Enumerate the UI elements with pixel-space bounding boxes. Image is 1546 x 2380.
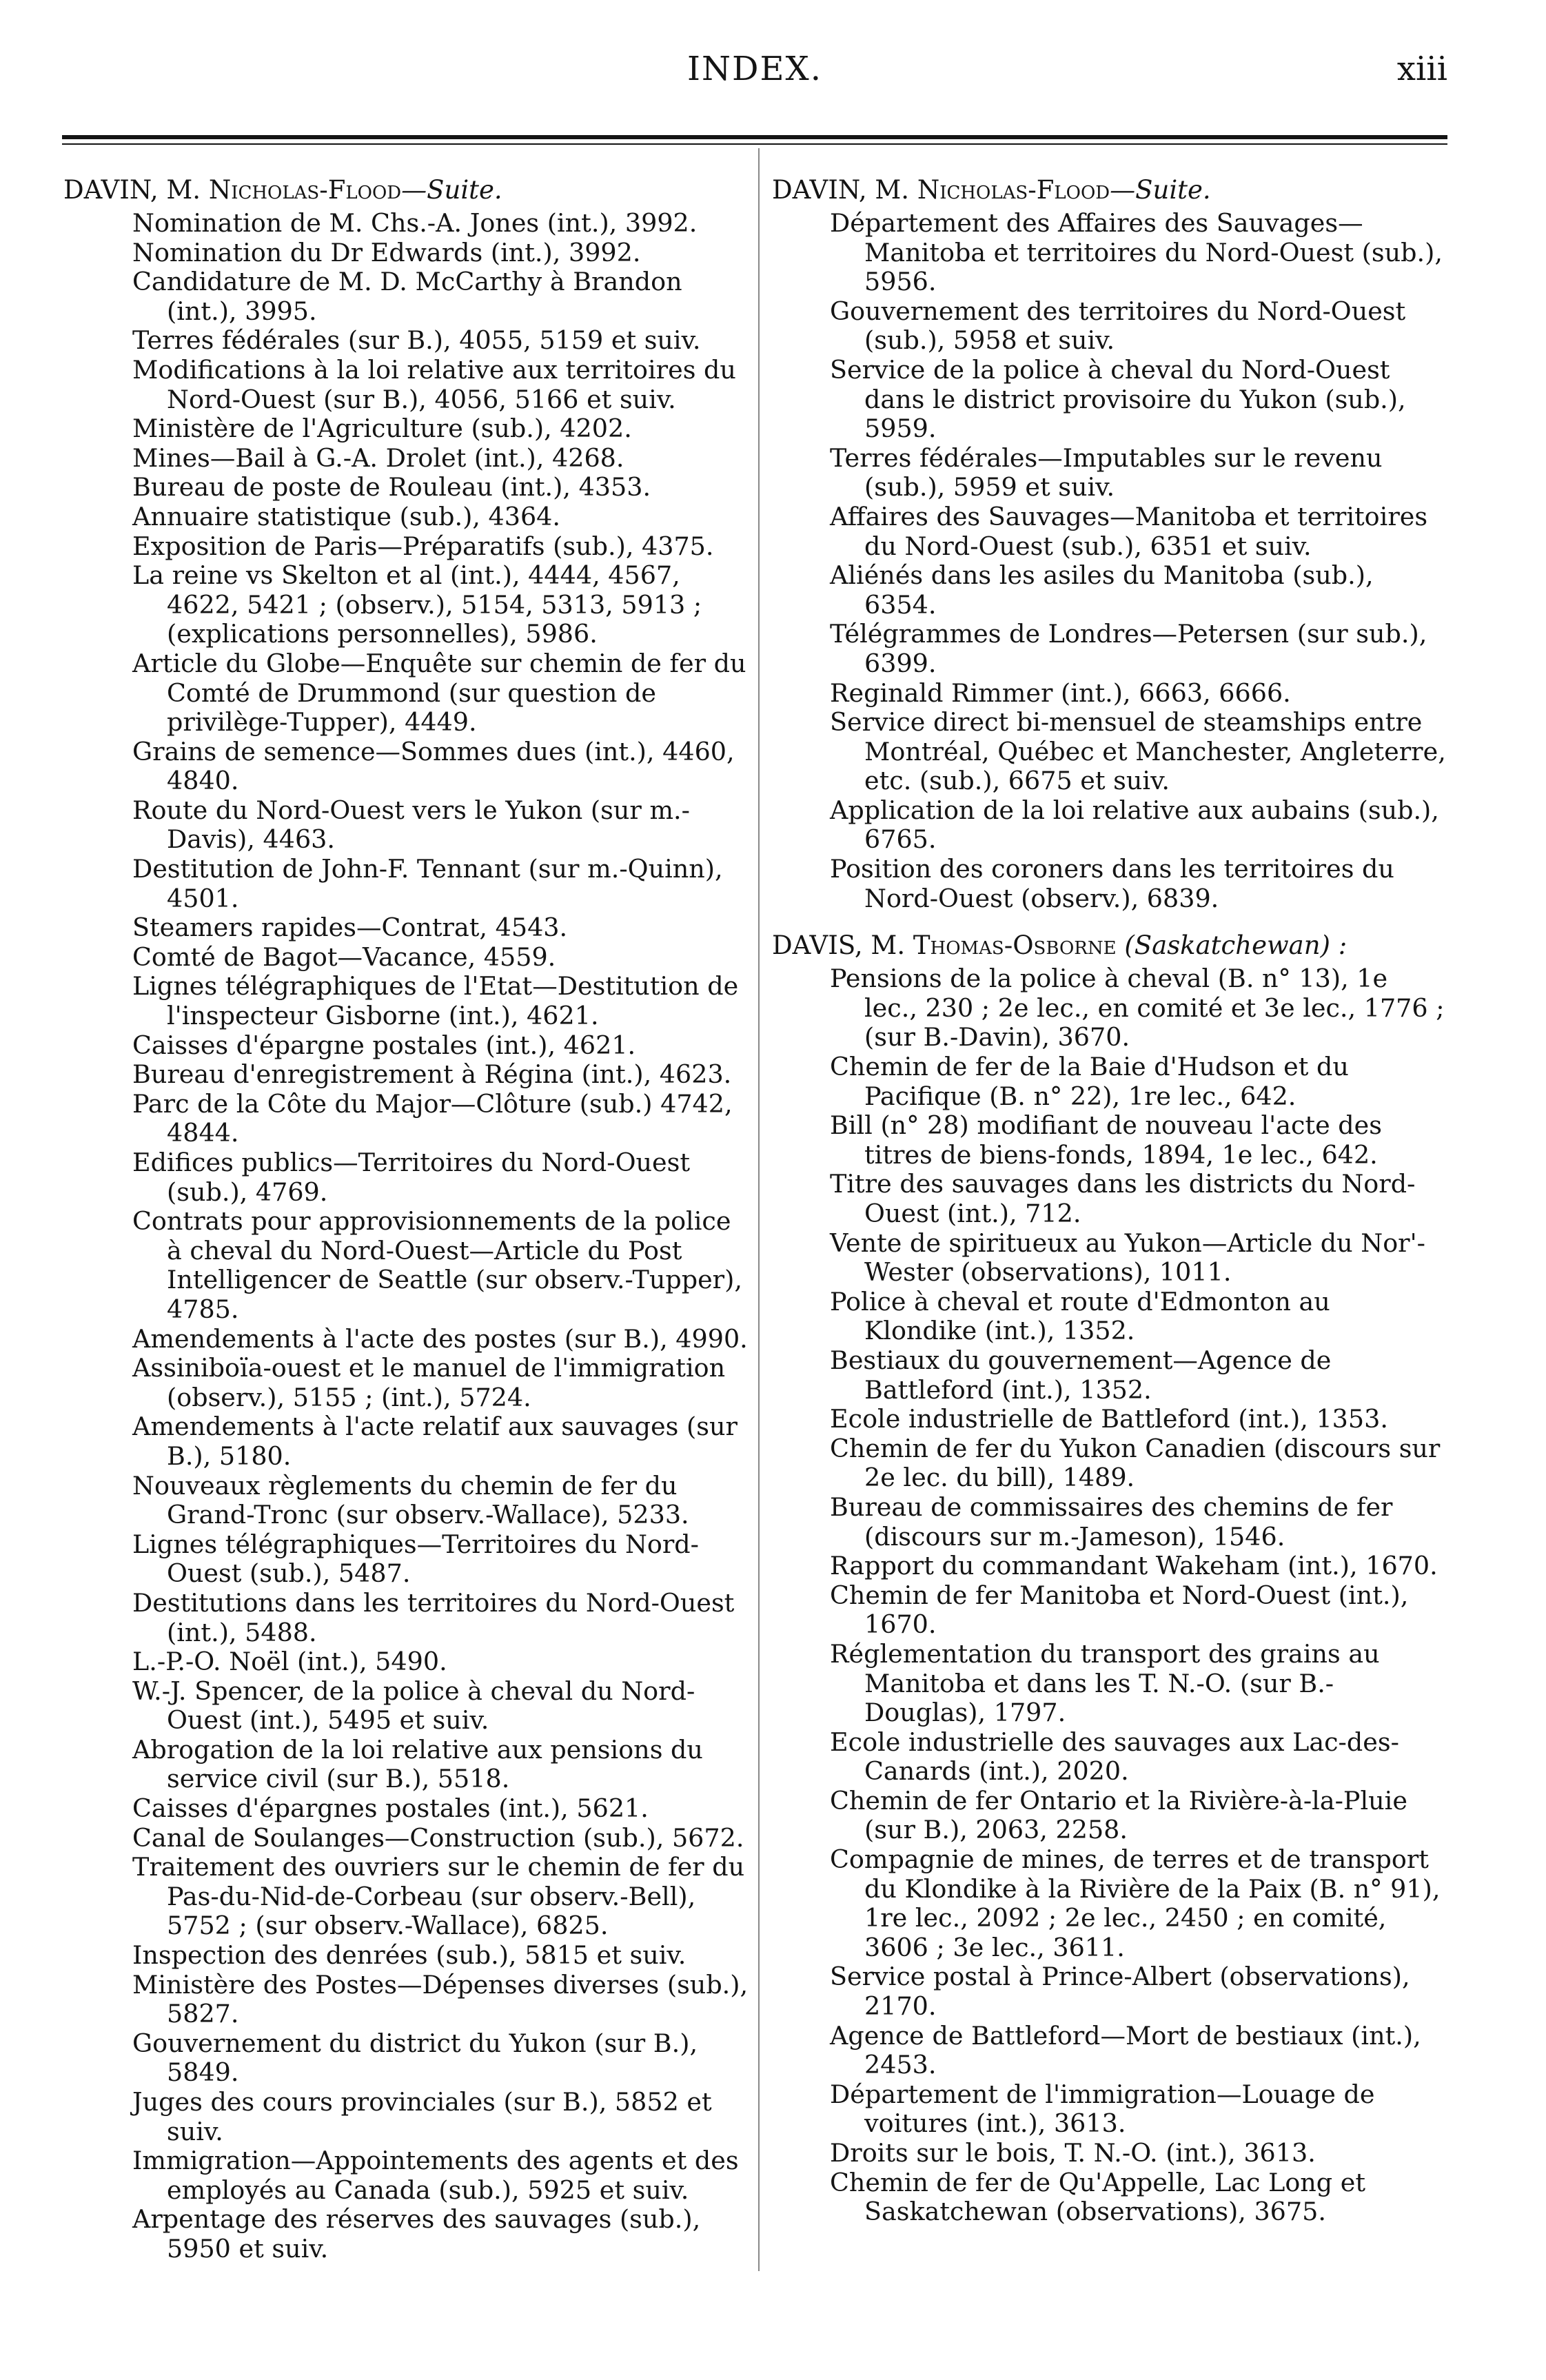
index-entry: Agence de Battleford—Mort de bestiaux (int.), 2453. <box>830 2020 1421 2080</box>
index-entry: Rapport du commandant Wakeham (int.), 1670. <box>830 1551 1438 1581</box>
index-entry: Assiniboïa-ouest et le manuel de l'immigration (observ.), 5155 ; (int.), 5724. <box>132 1353 726 1412</box>
index-entry: Affaires des Sauvages—Manitoba et territoires du Nord-Ouest (sub.), 6351 et suiv. <box>830 501 1428 561</box>
index-entry: Droits sur le bois, T. N.-O. (int.), 3613. <box>830 2138 1316 2168</box>
index-entry: Nomination de M. Chs.-A. Jones (int.), 3992. <box>132 208 698 238</box>
index-entry: Steamers rapides—Contrat, 4543. <box>132 913 568 943</box>
column-divider <box>758 148 760 2271</box>
index-entry: Bestiaux du gouvernement—Agence de Battleford (int.), 1352. <box>830 1345 1332 1405</box>
index-entry: Route du Nord-Ouest vers le Yukon (sur m.-Davis), 4463. <box>132 795 690 855</box>
index-entry: Service postal à Prince-Albert (observations), 2170. <box>830 1962 1410 2022</box>
heading-name: DAVIN, M. <box>772 175 917 205</box>
index-entry: Reginald Rimmer (int.), 6663, 6666. <box>830 678 1291 708</box>
left-column <box>63 176 753 2264</box>
index-entry: Caisses d'épargnes postales (int.), 5621. <box>132 1793 649 1824</box>
index-entry: Police à cheval et route d'Edmonton au Klondike (int.), 1352. <box>830 1286 1330 1346</box>
index-entry: Chemin de fer de Qu'Appelle, Lac Long et Saskatchewan (observations), 3675. <box>830 2167 1366 2227</box>
heading-forenames: Nicholas-Flood <box>208 175 402 205</box>
header-rule-thick <box>62 135 1447 139</box>
index-heading <box>772 176 1447 205</box>
index-entry: La reine vs Skelton et al (int.), 4444, 4567, 4622, 5421 ; (observ.), 5154, 5313, 5913 ; (explications personnelles), 5986. <box>132 560 702 649</box>
index-entry: Application de la loi relative aux aubains (sub.), 6765. <box>830 795 1439 855</box>
index-entry: Arpentage des réserves des sauvages (sub.), 5950 et suiv. <box>132 2204 701 2264</box>
header-rule-thin <box>62 143 1447 145</box>
heading-name: DAVIN, M. <box>63 175 209 205</box>
index-entry: Position des coroners dans les territoires du Nord-Ouest (observ.), 6839. <box>830 854 1394 913</box>
index-entry: Chemin de fer du Yukon Canadien (discours sur 2e lec. du bill), 1489. <box>830 1433 1441 1493</box>
index-entry: Mines—Bail à G.-A. Drolet (int.), 4268. <box>132 443 624 473</box>
index-entry: Lignes télégraphiques—Territoires du Nord-Ouest (sub.), 5487. <box>132 1529 699 1589</box>
index-entry: Destitution de John-F. Tennant (sur m.-Quinn), 4501. <box>132 854 723 913</box>
index-entry: Lignes télégraphiques de l'Etat—Destitution de l'inspecteur Gisborne (int.), 4621. <box>132 971 739 1031</box>
index-entry: Juges des cours provinciales (sur B.), 5852 et suiv. <box>132 2087 712 2146</box>
index-entry: Gouvernement des territoires du Nord-Ouest (sub.), 5958 et suiv. <box>830 296 1406 356</box>
index-entry: Amendements à l'acte relatif aux sauvages (sur B.), 5180. <box>132 1412 738 1471</box>
index-entry: Télégrammes de Londres—Petersen (sur sub.), 6399. <box>830 619 1427 678</box>
index-entry: L.-P.-O. Noël (int.), 5490. <box>132 1647 447 1677</box>
index-entry: Traitement des ouvriers sur le chemin de fer du Pas-du-Nid-de-Corbeau (sur observ.-Bell), 5752 ; (sur observ.-Wallace), 6825. <box>132 1852 745 1941</box>
index-entry: Département des Affaires des Sauvages—Manitoba et territoires du Nord-Ouest (sub.), 5956. <box>830 208 1443 297</box>
entry-list <box>772 964 1447 2227</box>
index-entry: Ecole industrielle de Battleford (int.), 1353. <box>830 1404 1388 1434</box>
index-entry: Département de l'immigration—Louage de voitures (int.), 3613. <box>830 2079 1375 2139</box>
index-entry: Service de la police à cheval du Nord-Ouest dans le district provisoire du Yukon (sub.), 5959. <box>830 354 1406 444</box>
index-entry: Caisses d'épargne postales (int.), 4621. <box>132 1030 636 1060</box>
index-entry: W.-J. Spencer, de la police à cheval du Nord-Ouest (int.), 5495 et suiv. <box>132 1676 695 1736</box>
index-entry: Article du Globe—Enquête sur chemin de fer du Comté de Drummond (sur question de privilège-Tupper), 4449. <box>132 648 746 738</box>
index-entry: Inspection des denrées (sub.), 5815 et suiv. <box>132 1940 686 1971</box>
index-entry: Ministère de l'Agriculture (sub.), 4202. <box>132 414 632 444</box>
index-entry: Nouveaux règlements du chemin de fer du Grand-Tronc (sur observ.-Wallace), 5233. <box>132 1470 689 1530</box>
index-entry: Comté de Bagot—Vacance, 4559. <box>132 942 556 972</box>
index-entry: Ministère des Postes—Dépenses diverses (sub.), 5827. <box>132 1969 749 2029</box>
heading-suffix: —Suite. <box>401 175 502 205</box>
index-entry: Compagnie de mines, de terres et de transport du Klondike à la Rivière de la Paix (B. n° 91), 1re lec., 2092 ; 2e lec., 2450 ; en comité, 3606 ; 3e lec., 3611. <box>830 1844 1441 1962</box>
index-entry: Réglementation du transport des grains au Manitoba et dans les T. N.-O. (sur B.-Douglas), 1797. <box>830 1638 1380 1728</box>
index-entry: Candidature de M. D. McCarthy à Brandon (int.), 3995. <box>132 267 682 326</box>
page-title: INDEX. <box>687 50 822 88</box>
index-entry: Vente de spiritueux au Yukon—Article du Nor'-Wester (observations), 1011. <box>830 1228 1425 1288</box>
index-entry: Parc de la Côte du Major—Clôture (sub.) 4742, 4844. <box>132 1088 733 1148</box>
index-entry: Contrats pour approvisionnements de la police à cheval du Nord-Ouest—Article du Post Intelligencer de Seattle (sur observ.-Tupper), 4785. <box>132 1206 742 1324</box>
index-heading-davis <box>772 931 1447 960</box>
index-entry: Chemin de fer Ontario et la Rivière-à-la-Pluie (sur B.), 2063, 2258. <box>830 1785 1407 1845</box>
index-entry: Chemin de fer Manitoba et Nord-Ouest (int.), 1670. <box>830 1580 1409 1640</box>
index-entry: Abrogation de la loi relative aux pensions du service civil (sur B.), 5518. <box>132 1734 703 1794</box>
index-entry: Bill (n° 28) modifiant de nouveau l'acte des titres de biens-fonds, 1894, 1e lec., 642. <box>830 1110 1382 1170</box>
heading-forenames: Thomas-Osborne <box>913 930 1117 961</box>
index-entry: Ecole industrielle des sauvages aux Lac-des-Canards (int.), 2020. <box>830 1727 1399 1787</box>
index-entry: Titre des sauvages dans les districts du Nord-Ouest (int.), 712. <box>830 1169 1416 1228</box>
page-number: xiii <box>1396 50 1447 88</box>
index-entry: Bureau de commissaires des chemins de fer (discours sur m.-Jameson), 1546. <box>830 1492 1393 1552</box>
heading-suffix: (Saskatchewan) : <box>1116 930 1347 961</box>
index-entry: Canal de Soulanges—Construction (sub.), 5672. <box>132 1822 744 1853</box>
index-entry: Terres fédérales (sur B.), 4055, 5159 et suiv. <box>132 325 701 356</box>
index-entry: Terres fédérales—Imputables sur le revenu (sub.), 5959 et suiv. <box>830 443 1383 502</box>
index-entry: Edifices publics—Territoires du Nord-Ouest (sub.), 4769. <box>132 1148 691 1207</box>
index-entry: Chemin de fer de la Baie d'Hudson et du Pacifique (B. n° 22), 1re lec., 642. <box>830 1052 1349 1111</box>
index-entry: Modifications à la loi relative aux territoires du Nord-Ouest (sur B.), 4056, 5166 et suiv. <box>132 354 736 414</box>
index-entry: Amendements à l'acte des postes (sur B.), 4990. <box>132 1323 748 1354</box>
entry-list <box>772 209 1447 913</box>
heading-forenames: Nicholas-Flood <box>917 175 1110 205</box>
index-entry: Service direct bi-mensuel de steamships entre Montréal, Québec et Manchester, Angleterre, etc. (sub.), 6675 et suiv. <box>830 707 1446 796</box>
index-entry: Nomination du Dr Edwards (int.), 3992. <box>132 237 641 267</box>
entry-list <box>63 209 753 2264</box>
heading-suffix: —Suite. <box>1110 175 1211 205</box>
right-column <box>772 176 1447 2227</box>
index-heading <box>63 176 753 205</box>
index-entry: Immigration—Appointements des agents et des employés au Canada (sub.), 5925 et suiv. <box>132 2146 739 2205</box>
index-entry: Destitutions dans les territoires du Nord-Ouest (int.), 5488. <box>132 1587 735 1647</box>
index-entry: Pensions de la police à cheval (B. n° 13), 1e lec., 230 ; 2e lec., en comité et 3e lec., 1776 ; (sur B.-Davin), 3670. <box>830 964 1445 1052</box>
index-entry: Gouvernement du district du Yukon (sur B.), 5849. <box>132 2028 698 2088</box>
index-entry: Bureau d'enregistrement à Régina (int.), 4623. <box>132 1059 732 1090</box>
heading-name: DAVIS, M. <box>772 930 913 961</box>
index-entry: Exposition de Paris—Préparatifs (sub.), 4375. <box>132 531 714 561</box>
index-entry: Annuaire statistique (sub.), 4364. <box>132 501 560 531</box>
page-header <box>62 50 1447 105</box>
index-entry: Aliénés dans les asiles du Manitoba (sub.), 6354. <box>830 560 1374 620</box>
index-entry: Grains de semence—Sommes dues (int.), 4460, 4840. <box>132 736 735 796</box>
index-entry: Bureau de poste de Rouleau (int.), 4353. <box>132 472 651 502</box>
